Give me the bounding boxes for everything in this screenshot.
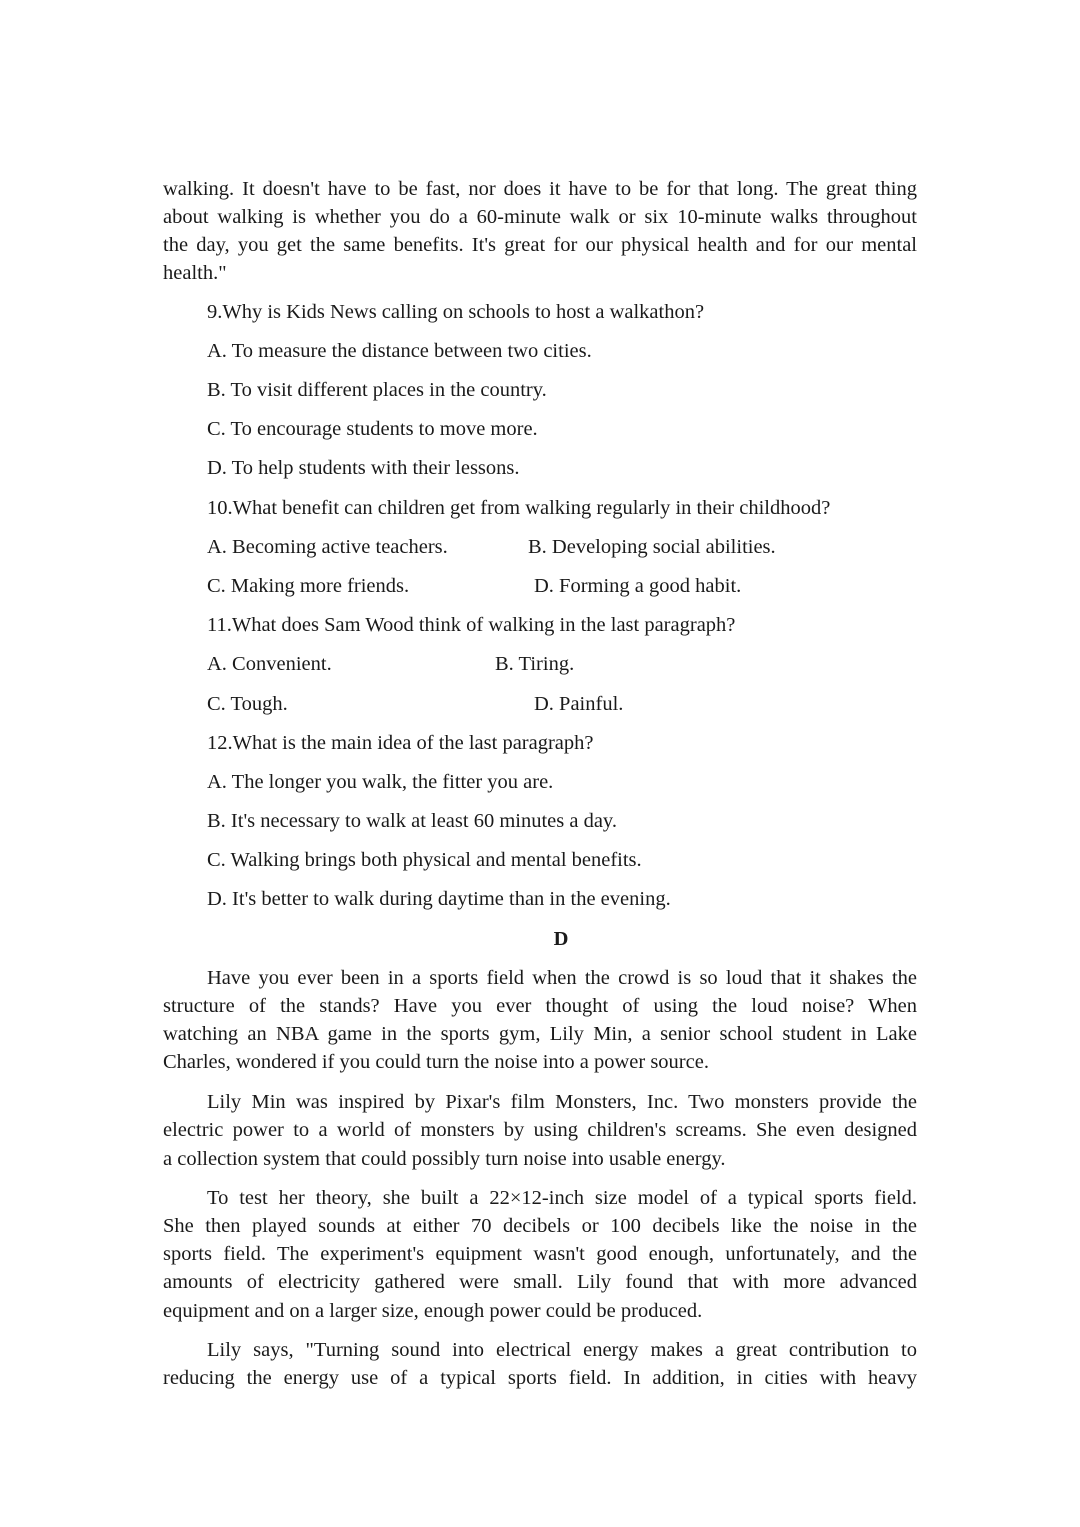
q9-option-a: A. To measure the distance between two cities. xyxy=(207,340,592,362)
para2-line-3: a collection system that could possibly turn noise into usable energy. xyxy=(163,1148,726,1170)
q12-stem: 12.What is the main idea of the last paragraph? xyxy=(207,732,594,754)
q9-stem: 9.Why is Kids News calling on schools to host a walkathon? xyxy=(207,301,705,323)
para3-line-1: To test her theory, she built a 22×12-inch size model of a typical sports field. xyxy=(207,1187,917,1209)
intro-line-4: health." xyxy=(163,262,227,284)
q10-option-d: D. Forming a good habit. xyxy=(534,575,742,597)
para4-line-1: Lily says, "Turning sound into electrical energy makes a great contribution to xyxy=(207,1339,917,1361)
para3-line-3: sports field. The experiment's equipment wasn't good enough, unfortunately, and the xyxy=(163,1243,917,1265)
para3-line-5: equipment and on a larger size, enough power could be produced. xyxy=(163,1300,703,1322)
para2-line-2: electric power to a world of monsters by using children's screams. She even designed xyxy=(163,1119,917,1141)
para2-line-1: Lily Min was inspired by Pixar's film Monsters, Inc. Two monsters provide the xyxy=(207,1091,917,1113)
q11-option-c: C. Tough. xyxy=(207,693,288,715)
q12-option-a: A. The longer you walk, the fitter you are. xyxy=(207,771,554,793)
intro-line-2: about walking is whether you do a 60-minute walk or six 10-minute walks throughout xyxy=(163,206,917,228)
q11-option-d: D. Painful. xyxy=(534,693,624,715)
intro-line-3: the day, you get the same benefits. It's great for our physical health and for our mental xyxy=(163,234,917,256)
q11-stem: 11.What does Sam Wood think of walking in the last paragraph? xyxy=(207,614,736,636)
para3-line-2: She then played sounds at either 70 decibels or 100 decibels like the noise in the xyxy=(163,1215,917,1237)
q12-option-b: B. It's necessary to walk at least 60 minutes a day. xyxy=(207,810,617,832)
q10-option-a: A. Becoming active teachers. xyxy=(207,536,448,558)
q10-option-b: B. Developing social abilities. xyxy=(528,536,776,558)
q10-option-c: C. Making more friends. xyxy=(207,575,410,597)
para1-line-3: watching an NBA game in the sports gym, Lily Min, a senior school student in Lake xyxy=(163,1023,917,1045)
section-heading: D xyxy=(553,928,569,950)
q12-option-c: C. Walking brings both physical and mental benefits. xyxy=(207,849,642,871)
para4-line-2: reducing the energy use of a typical sports field. In addition, in cities with heavy xyxy=(163,1367,917,1389)
para1-line-1: Have you ever been in a sports field when the crowd is so loud that it shakes the xyxy=(207,967,917,989)
q11-option-a: A. Convenient. xyxy=(207,653,332,675)
q9-option-c: C. To encourage students to move more. xyxy=(207,418,538,440)
q9-option-d: D. To help students with their lessons. xyxy=(207,457,520,479)
para1-line-4: Charles, wondered if you could turn the noise into a power source. xyxy=(163,1051,709,1073)
q12-option-d: D. It's better to walk during daytime than in the evening. xyxy=(207,888,671,910)
para3-line-4: amounts of electricity gathered were small. Lily found that with more advanced xyxy=(163,1271,917,1293)
q9-option-b: B. To visit different places in the country. xyxy=(207,379,547,401)
intro-line-1: walking. It doesn't have to be fast, nor does it have to be for that long. The great thing xyxy=(163,178,917,200)
q11-option-b: B. Tiring. xyxy=(495,653,575,675)
para1-line-2: structure of the stands? Have you ever thought of using the loud noise? When xyxy=(163,995,917,1017)
q10-stem: 10.What benefit can children get from walking regularly in their childhood? xyxy=(207,497,831,519)
